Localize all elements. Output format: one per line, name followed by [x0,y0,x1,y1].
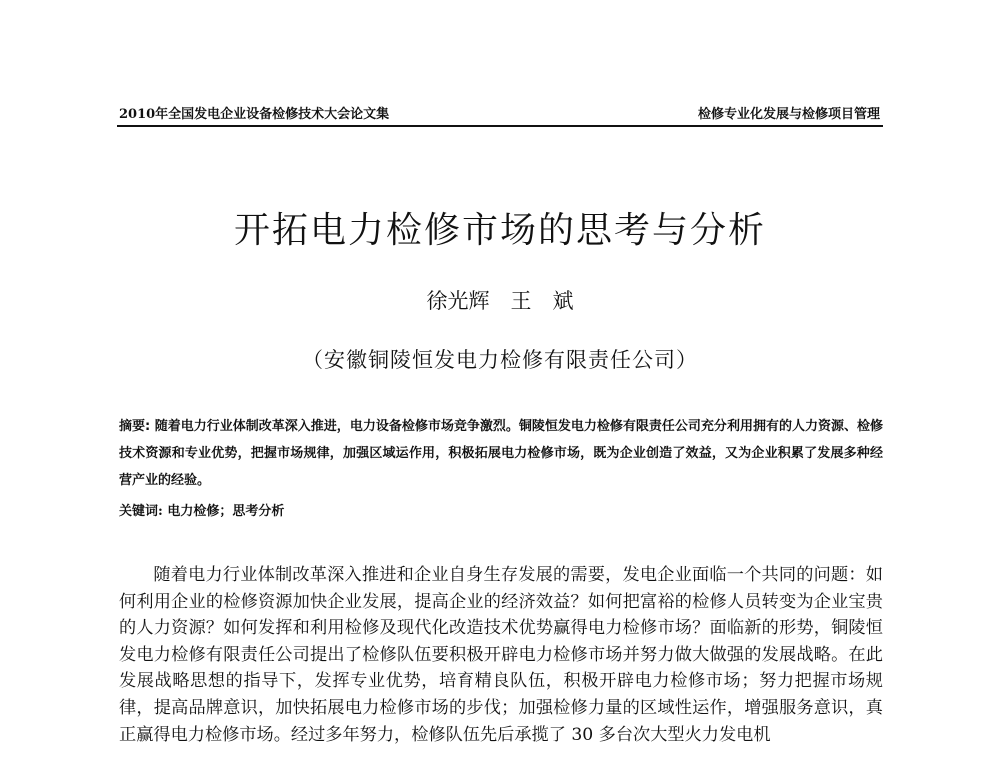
body-paragraph: 随着电力行业体制改革深入推进和企业自身生存发展的需要，发电企业面临一个共同的问题：如何利用企业的检修资源加快企业发展，提高企业的经济效益？如何把富裕的检修人员转变为企业宝贵的人力资源？如何发挥和利用检修及现代化改造技术优势赢得电力检修市场？面临新的形势，铜陵恒发电力检修有限责任公司提出了检修队伍要积极开辟电力检修市场并努力做大做强的发展战略。在此发展战略思想的指导下，发挥专业优势，培育精良队伍，积极开辟电力检修市场；努力把握市场规律，提高品牌意识，加快拓展电力检修市场的步伐；加强检修力量的区域性运作，增强服务意识，真正赢得电力检修市场。经过多年努力，检修队伍先后承揽了 30 多台次大型火力发电机 [119,565,883,745]
keywords-label: 关键词: [119,504,163,519]
paper-authors: 徐光辉 王 斌 [426,289,574,313]
header-divider [117,125,883,127]
abstract-text: 随着电力行业体制改革深入推进，电力设备检修市场竞争激烈。铜陵恒发电力检修有限责任公司充分利用拥有的人力资源、检修技术资源和专业优势，把握市场规律，加强区域运作用，积极拓展电力检修市场，既为企业创造了效益，又为企业积累了发展多种经营产业的经验。 [119,419,883,488]
paper-affiliation: （安徽铜陵恒发电力检修有限责任公司） [302,348,698,372]
keywords-block [119,500,284,519]
running-header-right: 检修专业化发展与检修项目管理 [697,107,880,122]
abstract-block [119,413,883,494]
abstract-label: 摘要: [119,419,151,434]
running-header-left: 2010年全国发电企业设备检修技术大会论文集 [119,107,390,122]
paper-title: 开拓电力检修市场的思考与分析 [233,210,766,251]
keywords-text: 电力检修；思考分析 [167,504,285,519]
